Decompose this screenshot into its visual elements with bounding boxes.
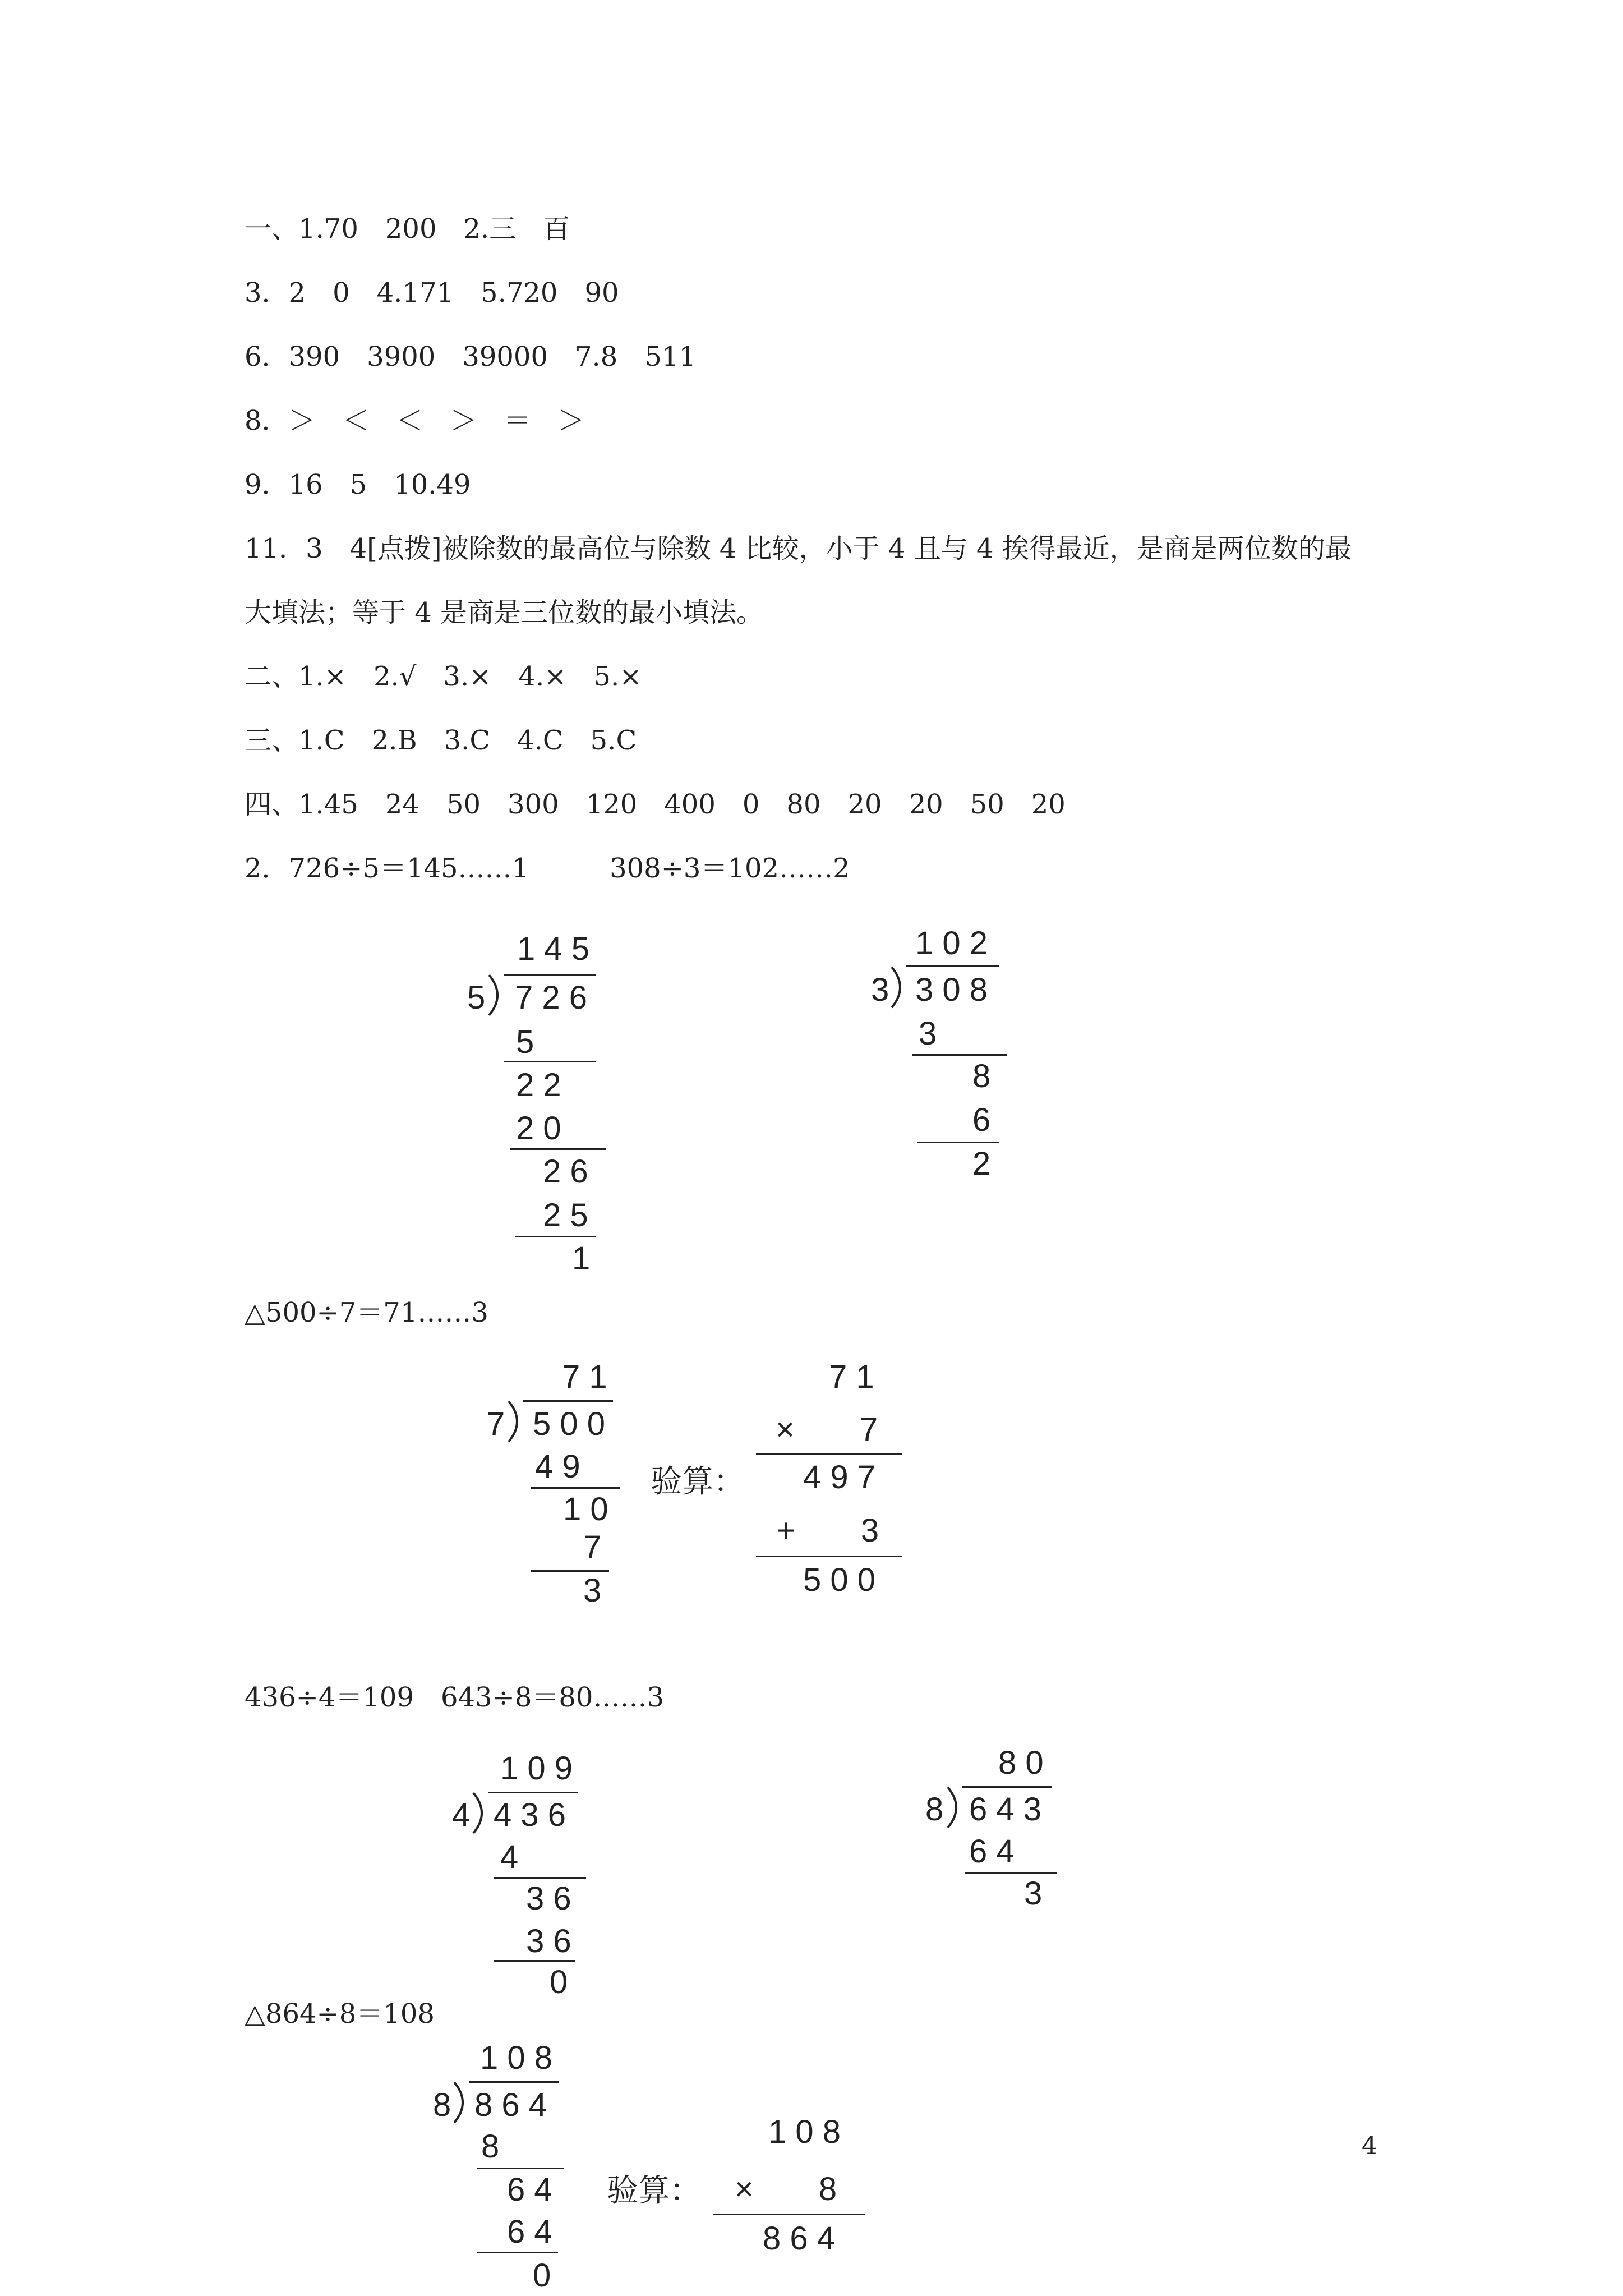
dividend: 7 2 6 bbox=[515, 979, 587, 1016]
answer-line-8: 二、1.× 2.√ 3.× 4.× 5.× bbox=[245, 661, 642, 692]
rule bbox=[510, 1148, 606, 1150]
division-bar bbox=[523, 1400, 613, 1402]
factor: 7 1 bbox=[829, 1359, 874, 1395]
answer-line-7: 大填法；等于 4 是商是三位数的最小填法。 bbox=[245, 597, 764, 628]
addend: + 3 bbox=[777, 1512, 879, 1549]
step: 5 bbox=[516, 1024, 534, 1060]
page-number: 4 bbox=[1362, 2132, 1377, 2160]
step: 6 4 bbox=[507, 2214, 552, 2250]
verification-label: 验算： bbox=[651, 1464, 745, 1500]
division-bar bbox=[906, 965, 999, 967]
rule bbox=[912, 1054, 1007, 1056]
division-bracket bbox=[506, 1399, 529, 1444]
division-bracket bbox=[471, 1791, 494, 1835]
step: 1 0 bbox=[563, 1491, 608, 1527]
dividend: 6 4 3 bbox=[969, 1791, 1041, 1828]
step: 2 0 bbox=[516, 1110, 561, 1147]
rule bbox=[756, 1453, 902, 1455]
remainder: 2 bbox=[972, 1145, 991, 1182]
problems-436-643: 436÷4＝109 643÷8＝80……3 bbox=[245, 1682, 664, 1713]
dividend: 8 6 4 bbox=[474, 2087, 547, 2123]
quotient: 1 4 5 bbox=[517, 931, 589, 967]
division-bar bbox=[962, 1786, 1052, 1788]
division-bracket bbox=[452, 2080, 474, 2125]
step: 2 5 bbox=[543, 1197, 588, 1234]
rule bbox=[494, 1877, 586, 1879]
dividend: 4 3 6 bbox=[494, 1797, 566, 1833]
answer-line-10: 四、1.45 24 50 300 120 400 0 80 20 20 50 20 bbox=[245, 789, 1066, 820]
rule bbox=[515, 1236, 596, 1237]
step: 3 bbox=[919, 1015, 937, 1052]
answer-line-3: 6．390 3900 39000 7.8 511 bbox=[245, 341, 696, 372]
dividend: 5 0 0 bbox=[533, 1406, 605, 1442]
division-bracket bbox=[487, 973, 509, 1018]
product: 8 6 4 bbox=[763, 2220, 835, 2257]
remainder: 3 bbox=[1024, 1875, 1043, 1912]
step: 8 bbox=[481, 2128, 500, 2165]
rule bbox=[504, 1061, 596, 1062]
rule bbox=[477, 2252, 558, 2253]
division-bracket bbox=[889, 965, 912, 1010]
rule bbox=[917, 1142, 999, 1143]
divisor: 8 bbox=[433, 2087, 451, 2123]
multiplier: × 8 bbox=[735, 2171, 837, 2207]
quotient: 1 0 8 bbox=[480, 2040, 552, 2076]
step: 6 4 bbox=[507, 2171, 552, 2208]
factor: 1 0 8 bbox=[768, 2114, 841, 2150]
remainder: 0 bbox=[550, 1964, 568, 2000]
quotient: 7 1 bbox=[562, 1359, 607, 1395]
remainder: 3 bbox=[583, 1572, 602, 1609]
dividend: 3 0 8 bbox=[915, 972, 988, 1008]
divisor: 3 bbox=[871, 972, 889, 1008]
rule bbox=[531, 1570, 609, 1572]
quotient: 1 0 2 bbox=[915, 925, 988, 961]
divisor: 7 bbox=[487, 1406, 505, 1442]
step: 3 6 bbox=[526, 1923, 571, 1959]
division-bracket bbox=[946, 1785, 968, 1830]
rule bbox=[477, 2168, 564, 2169]
divisor: 5 bbox=[467, 979, 486, 1016]
product: 4 9 7 bbox=[803, 1459, 875, 1496]
sum: 5 0 0 bbox=[803, 1562, 875, 1598]
problem-500-div-7: △500÷7＝71……3 bbox=[245, 1297, 488, 1328]
remainder: 0 bbox=[533, 2257, 551, 2294]
answer-line-1: 一、1.70 200 2.三 百 bbox=[245, 213, 570, 245]
divisor: 4 bbox=[452, 1797, 471, 1833]
answer-line-4: 8．＞ ＜ ＜ ＞ ＝ ＞ bbox=[245, 405, 585, 436]
rule bbox=[965, 1872, 1057, 1874]
quotient: 1 0 9 bbox=[500, 1750, 573, 1787]
step: 7 bbox=[583, 1529, 602, 1566]
answer-line-9: 三、1.C 2.B 3.C 4.C 5.C bbox=[245, 725, 637, 756]
divisor: 8 bbox=[925, 1791, 944, 1828]
multiplier: × 7 bbox=[776, 1411, 878, 1448]
answer-line-5: 9．16 5 10.49 bbox=[245, 469, 471, 500]
rule bbox=[756, 1556, 902, 1557]
step: 4 bbox=[500, 1839, 519, 1875]
step: 6 bbox=[972, 1102, 991, 1138]
step: 2 2 bbox=[516, 1067, 561, 1103]
quotient: 8 0 bbox=[998, 1745, 1044, 1781]
answer-line-11: 2．726÷5＝145……1 308÷3＝102……2 bbox=[245, 853, 850, 884]
step: 3 6 bbox=[526, 1880, 571, 1917]
verification-label: 验算： bbox=[607, 2173, 701, 2209]
problem-864-div-8: △864÷8＝108 bbox=[245, 1998, 435, 2030]
step: 2 6 bbox=[543, 1153, 588, 1190]
rule bbox=[531, 1487, 620, 1489]
answer-line-6: 11．3 4[点拨]被除数的最高位与除数 4 比较，小于 4 且与 4 挨得最近，是商是两位数的最 bbox=[245, 533, 1352, 564]
division-bar bbox=[504, 974, 596, 976]
step: 4 9 bbox=[535, 1448, 580, 1485]
rule bbox=[713, 2214, 865, 2215]
division-bar bbox=[488, 1792, 578, 1793]
division-bar bbox=[469, 2081, 559, 2083]
step: 8 bbox=[972, 1058, 991, 1094]
rule bbox=[494, 1960, 575, 1962]
remainder: 1 bbox=[572, 1240, 591, 1277]
answer-line-2: 3．2 0 4.171 5.720 90 bbox=[245, 277, 619, 309]
step: 6 4 bbox=[969, 1833, 1015, 1870]
